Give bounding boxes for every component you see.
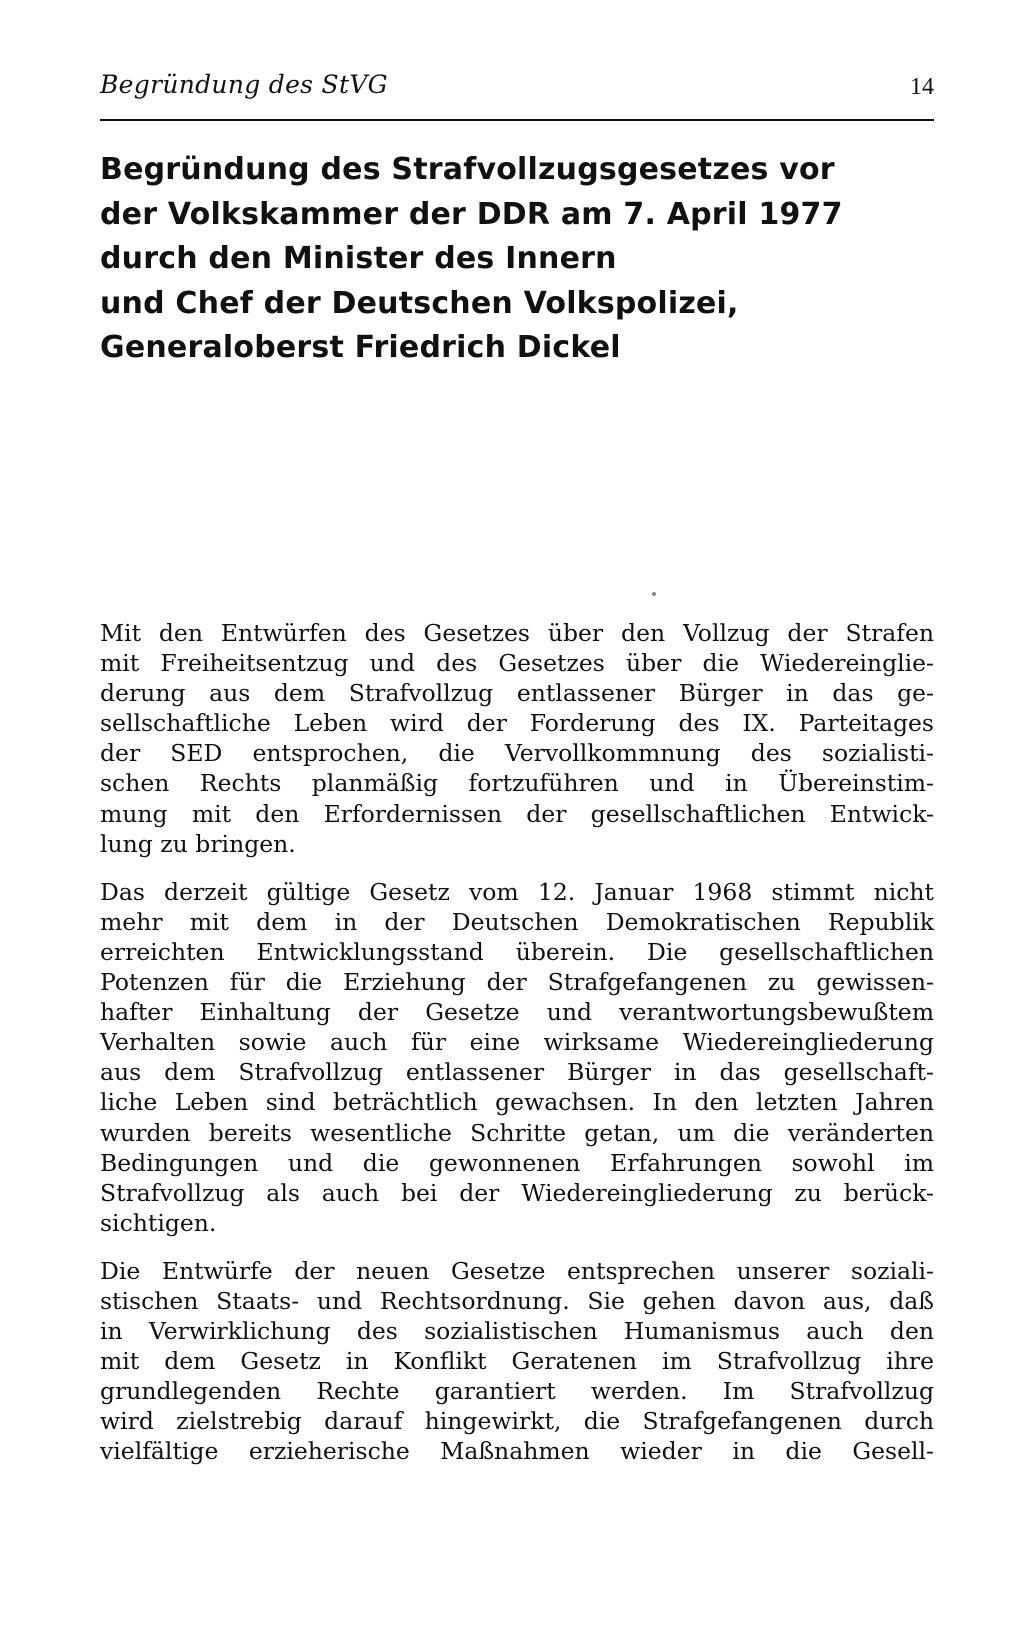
page-title [100, 148, 934, 371]
header-divider [100, 119, 934, 121]
text-line: stischen Staats- und Rechtsordnung. Sie gehen davon aus, daß [100, 1286, 934, 1315]
text-line: Das derzeit gültige Gesetz vom 12. Januar 1968 stimmt nicht [100, 877, 934, 906]
text-line: mehr mit dem in der Deutschen Demokratischen Republik [100, 907, 934, 936]
print-speck [652, 592, 656, 596]
paragraph-2 [100, 877, 934, 1238]
text-line: mit Freiheitsentzug und des Gesetzes über die Wiedereinglie- [100, 649, 934, 678]
text-line: grundlegenden Rechte garantiert werden. Im Strafvollzug [100, 1377, 934, 1406]
title-line: durch den Minister des Innern [100, 241, 617, 276]
text-line: wurden bereits wesentliche Schritte getan, um die veränderten [100, 1118, 934, 1147]
text-line: schen Rechts planmäßig fortzuführen und in Übereinstim- [100, 769, 934, 798]
paragraph-3 [100, 1256, 934, 1467]
text-line: mit dem Gesetz in Konflikt Geratenen im Strafvollzug ihre [100, 1347, 934, 1376]
text-line: Potenzen für die Erziehung der Strafgefangenen zu gewissen- [100, 968, 934, 997]
text-line: liche Leben sind beträchtlich gewachsen. In den letzten Jahren [100, 1088, 934, 1117]
text-line: mung mit den Erfordernissen der gesellschaftlichen Entwick- [100, 799, 934, 828]
running-header [100, 70, 934, 104]
text-line: Verhalten sowie auch für eine wirksame Wiedereingliederung [100, 1028, 934, 1057]
text-line: Mit den Entwürfen des Gesetzes über den Vollzug der Strafen [100, 619, 934, 647]
text-line: erreichten Entwicklungsstand überein. Die gesellschaftlichen [100, 937, 934, 966]
title-line: und Chef der Deutschen Volkspolizei, [100, 285, 739, 321]
text-line: Bedingungen und die gewonnenen Erfahrungen sowohl im [100, 1148, 934, 1177]
text-line: der SED entsprochen, die Vervollkommnung des sozialisti- [100, 739, 934, 768]
text-line: hafter Einhaltung der Gesetze und verantwortungsbewußtem [100, 998, 934, 1027]
text-line: sichtigen. [100, 1208, 217, 1237]
paragraph-1 [100, 618, 934, 859]
text-line: Strafvollzug als auch bei der Wiedereingliederung zu berück- [100, 1178, 934, 1207]
text-line: Die Entwürfe der neuen Gesetze entsprechen unserer soziali- [100, 1256, 934, 1285]
text-line: aus dem Strafvollzug entlassener Bürger in das gesellschaft- [100, 1058, 934, 1087]
page-number: 14 [910, 74, 934, 100]
text-line: lung zu bringen. [100, 829, 296, 858]
body-text [100, 618, 934, 1485]
title-line: Generaloberst Friedrich Dickel [100, 330, 621, 365]
text-line: derung aus dem Strafvollzug entlassener Bürger in das ge- [100, 679, 934, 708]
text-line: in Verwirklichung des sozialistischen Humanismus auch den [100, 1317, 934, 1346]
text-line: vielfältige erzieherische Maßnahmen wieder in die Gesell- [100, 1437, 934, 1466]
text-line: wird zielstrebig darauf hingewirkt, die Strafgefangenen durch [100, 1407, 934, 1436]
title-line: Begründung des Strafvollzugsgesetzes vor [100, 152, 835, 187]
text-line: sellschaftliche Leben wird der Forderung des IX. Parteitages [100, 709, 934, 738]
title-line: der Volkskammer der DDR am 7. April 1977 [100, 196, 843, 232]
running-title: Begründung des StVG [100, 70, 388, 99]
